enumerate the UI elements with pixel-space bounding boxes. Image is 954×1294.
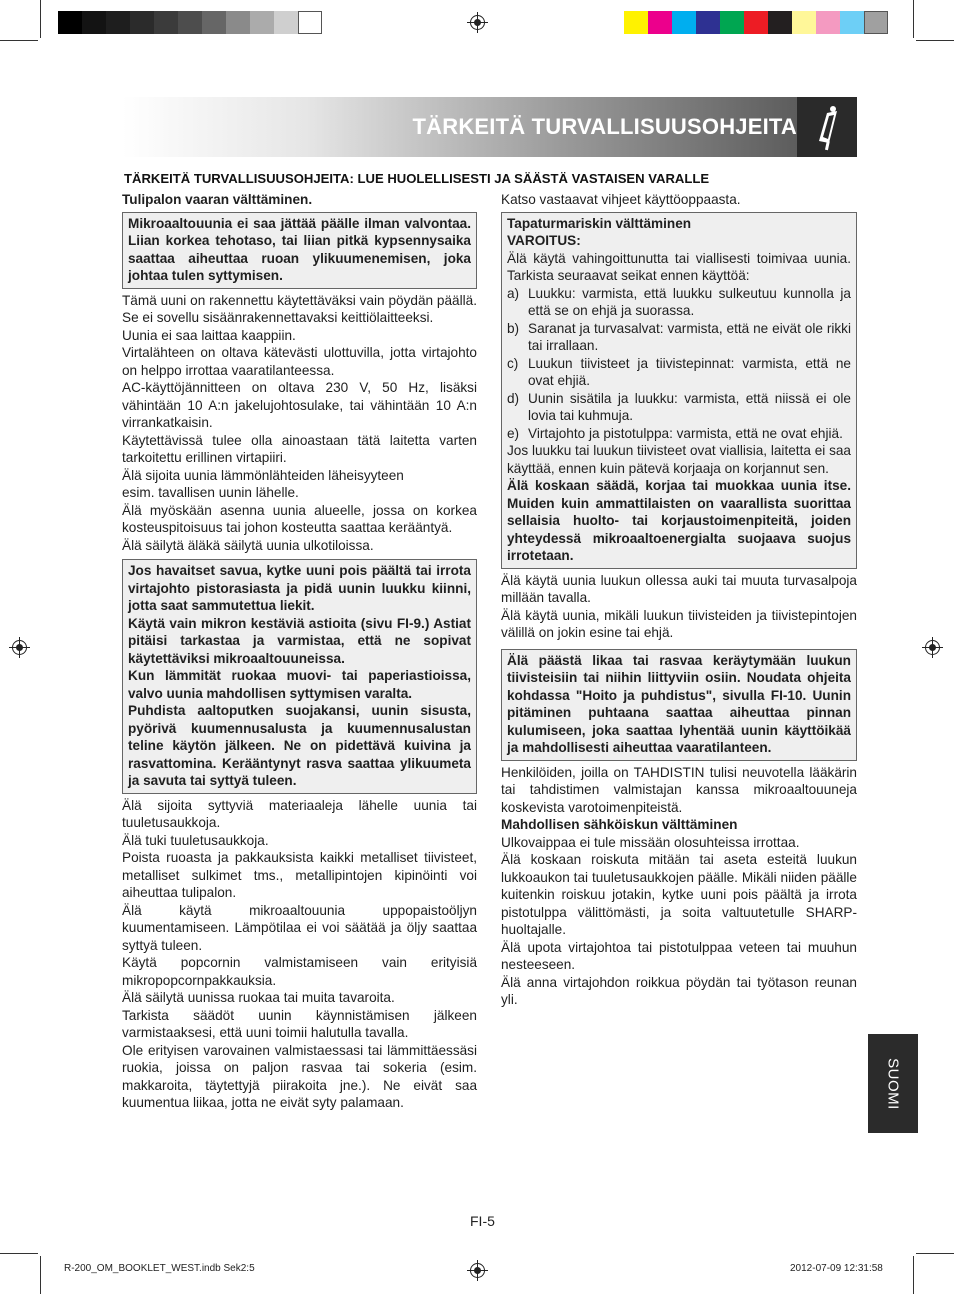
warning-box-injury [501,212,857,569]
registration-mark-icon [925,640,940,655]
paragraph: Ulkovaippaa ei tule missään olosuhteissa irrottaa. [501,834,800,850]
color-swatch [672,11,696,34]
color-swatch [106,11,130,34]
box-bold-text: Älä koskaan säädä, korjaa tai muokkaa uunia itse. Muiden kuin ammattilaisten on vaarallista suorittaa sellaisia huolto- tai korjaustoimenpiteitä, joiden yhteydessä mikroaaltoenergialta suojaava suojus irrotetaan. [507,478,851,563]
crop-mark [0,1253,38,1254]
color-swatch [82,11,106,34]
color-swatch [840,11,864,34]
file-slug: R-200_OM_BOOKLET_WEST.indb Sek2:5 [64,1263,255,1274]
warning-box-smoke [122,559,477,794]
section-subheading: TÄRKEITÄ TURVALLISUUSOHJEITA: LUE HUOLELLISESTI JA SÄÄSTÄ VASTAISEN VARALLE [124,171,710,186]
book-info-icon [797,97,857,157]
warning-label: VAROITUS: [507,233,581,248]
paragraph: Tämä uuni on rakennettu käytettäväksi vain pöydän päällä. Se ei sovellu sisäänrakennettavaksi keittiölaitteeksi. [122,292,477,325]
color-swatch [648,11,672,34]
paragraph: AC-käyttöjännitteen on oltava 230 V, 50 Hz, lisäksi vähintään 10 A:n jakelujohtosulake, tai vähintään 10 A:n virrankatkaisin. [122,380,477,430]
language-tab [868,1034,918,1133]
list-item [507,425,851,443]
paragraph: Älä sijoita uunia lämmönlähteiden läheisyyteen [122,467,404,483]
paragraph: Tarkista säädöt uunin käynnistämisen jälkeen varmistaaksesi, että uuni toimii halutulla tavalla. [122,1007,477,1040]
crop-mark [40,1256,41,1294]
paragraph: Älä säilytä uunissa ruokaa tai muita tavaroita. [122,990,395,1005]
paragraph: Älä upota virtajohtoa tai pistotulppaa veteen tai muuhun nesteeseen. [501,939,857,972]
warning-text: Puhdista aaltoputken suojakansi, uunin sisusta, pyörivä kuumennusalusta ja kuumennusalustan teline käytön jälkeen. Ne on pidettävä kuivina ja rasvattomina. Kerääntynyt rasva saattaa ylikuumeta ja savuta tai syttyä tuleen. [128,703,471,788]
color-swatch [178,11,202,34]
list-text: Luukun tiivisteet ja tiivistepinnat: varmista, että ne ovat ehjiä. [528,355,851,388]
color-swatch-bar [624,11,888,34]
crop-mark [913,0,914,38]
gray-swatch-bar [58,11,322,34]
box-title: Tapaturmariskin välttäminen [507,215,692,231]
list-label: e) [507,425,520,441]
paragraph: Ole erityisen varovainen valmistaessasi tai lämmittäessäsi ruokia, joissa on paljon rasvaa tai sokeria (esim. makkaroita, täytettyjä piirakoita jne.). Ne eivät saa kuumentua liikaa, jotta ne eivät syty palamaan. [122,1042,477,1110]
warning-text: Älä päästä likaa tai rasvaa keräytymään luukun tiivisteisiin tai niihin liittyviin osiin. Noudata ohjeita kohdassa "Hoito ja puhdistus", sivulla FI-10. Uunin pitäminen puhtaana saattaa aiheuttaa pinnan kulumiseen, joka saattaa lyhentää uunin käyttöikää ja mahdollisesti aiheuttaa vaaratilanteen. [507,652,851,755]
paragraph: Älä myöskään asenna uunia alueelle, jossa on korkea kosteuspitoisuus tai johon kosteutta saattaa kerääntyä. [122,502,477,535]
box-intro: Älä käytä vahingoittunutta tai viallisesti toimivaa uunia. Tarkista seuraavat seikat ennen käyttöä: [507,250,851,283]
color-swatch [768,11,792,34]
left-column [122,191,477,1112]
color-swatch [154,11,178,34]
paragraph: Älä sijoita syttyviä materiaaleja lähelle uunia tai tuuletusaukkoja. [122,797,477,830]
color-swatch [274,11,298,34]
crop-mark [913,1256,914,1294]
paragraph: Käytä popcornin valmistamiseen vain erityisiä mikropopcornpakkauksia. [122,955,477,988]
list-item [507,285,851,320]
paragraph: Älä käytä uunia, mikäli luukun tiivisteiden ja tiivistepintojen välillä on jokin esine tai ehjä. [501,607,857,640]
color-swatch [226,11,250,34]
registration-mark-icon [470,15,485,30]
paragraph: Älä tuki tuuletusaukkoja. [122,832,269,848]
crop-mark [0,40,38,41]
heading-fire: Tulipalon vaaran välttäminen. [122,192,313,207]
paragraph: esim. tavallisen uunin lähelle. [122,485,299,500]
list-item [507,355,851,390]
warning-text: Jos havaitset savua, kytke uuni pois päältä tai irrota virtajohto pistorasiasta ja pidä uunin luukku kiinni, jotta saat sammutettua liekit. [128,563,471,613]
color-swatch [744,11,768,34]
color-swatch [58,11,82,34]
color-swatch [202,11,226,34]
date-slug: 2012-07-09 12:31:58 [790,1263,883,1274]
page-title: TÄRKEITÄ TURVALLISUUSOHJEITA [412,114,797,139]
warning-text: Mikroaaltouunia ei saa jättää päälle ilman valvontaa. Liian korkea tehotaso, tai liian pitkä kypsennysaika saattaa aiheuttaa ruoan ylikuumenemisen, joka johtaa tulen syttymisen. [128,215,471,283]
color-swatch [250,11,274,34]
paragraph: Älä koskaan roiskuta mitään tai aseta esteitä luukun lukkoaukon tai tuuletusaukkojen päälle. Mikäli niiden päälle kuitenkin roiskuu jotakin, kytke uuni pois päältä ja irrota pistotulppa välittömästi, ja soita valtuutetulle SHARP-huoltajalle. [501,852,857,937]
warning-box-fire [122,212,477,289]
list-label: d) [507,390,520,406]
warning-box-dirt [501,649,857,761]
paragraph: Käytettävissä tulee olla ainoastaan tätä laitetta varten tarkoitettu erillinen virtapiiri. [122,432,477,465]
header-banner [122,97,857,157]
paragraph: Uunia ei saa laittaa kaappiin. [122,327,296,343]
paragraph: Älä käytä uunia luukun ollessa auki tai muuta turvasalpoja millään tavalla. [501,572,857,605]
paragraph: Katso vastaavat vihjeet käyttöoppaasta. [501,192,741,207]
list-text: Saranat ja turvasalvat: varmista, että ne eivät ole rikki tai irrallaan. [528,320,851,353]
page-number: FI-5 [470,1213,495,1229]
color-swatch [624,11,648,34]
registration-mark-icon [12,640,27,655]
color-swatch [696,11,720,34]
paragraph: Älä anna virtajohdon roikkua pöydän tai työtason reunan yli. [501,974,857,1007]
paragraph: Henkilöiden, joilla on TAHDISTIN tulisi neuvotella lääkärin tai tahdistimen valmistajan kanssa mikroaaltouuneja koskevista varotoimenpiteistä. [501,764,857,815]
color-swatch [864,11,888,34]
color-swatch [130,11,154,34]
list-label: b) [507,320,520,336]
list-item [507,390,851,425]
list-label: a) [507,285,520,301]
crop-mark [40,0,41,38]
color-swatch [816,11,840,34]
paragraph: Virtalähteen on oltava kätevästi ulottuvilla, jotta virtajohto on helppo irrottaa vaaratilanteessa. [122,345,477,378]
warning-text: Käytä vain mikron kestäviä astioita (sivu FI-9.) Astiat pitäisi tarkastaa ja varmistaa, että ne sopivat käytettäviksi mikroaaltouuneissa. [128,615,471,666]
list-item [507,320,851,355]
language-tab-label: SUOMI [884,1057,902,1110]
list-label: c) [507,355,519,371]
crop-mark [916,40,954,41]
warning-text: Kun lämmität ruokaa muovi- tai paperiastioissa, valvo uunia mahdollisen syttymisen varalta. [128,668,471,701]
paragraph: Älä säilytä äläkä säilytä uunia ulkotiloissa. [122,537,374,553]
box-text: Jos luukku tai luukun tiivisteet ovat viallisia, laitetta ei saa käyttää, ennen kuin pätevä korjaaja on korjannut sen. [507,443,851,476]
paragraph: Poista ruoasta ja pakkauksista kaikki metalliset tiivisteet, metalliset sulkimet tms., metallipintojen kipinöinti voi aiheuttaa tulipalon. [122,850,477,900]
paragraph: Älä käytä mikroaaltouunia uppopaistoöljyn kuumentamiseen. Lämpötilaa ei voi säätää ja öljy saattaa syttyä tuleen. [122,902,477,953]
list-text: Luukku: varmista, että luukku sulkeutuu kunnolla ja että se on ehjä ja suorassa. [528,285,851,318]
list-text: Virtajohto ja pistotulppa: varmista, että ne ovat ehjiä. [528,425,843,441]
color-swatch [720,11,744,34]
crop-mark [916,1253,954,1254]
heading-shock: Mahdollisen sähköiskun välttäminen [501,817,738,832]
color-swatch [792,11,816,34]
right-column [501,191,857,1009]
registration-mark-icon [470,1263,485,1278]
list-text: Uunin sisätila ja luukku: varmista, että niissä ei ole lovia tai kuhmuja. [528,390,851,423]
color-swatch [298,11,322,34]
